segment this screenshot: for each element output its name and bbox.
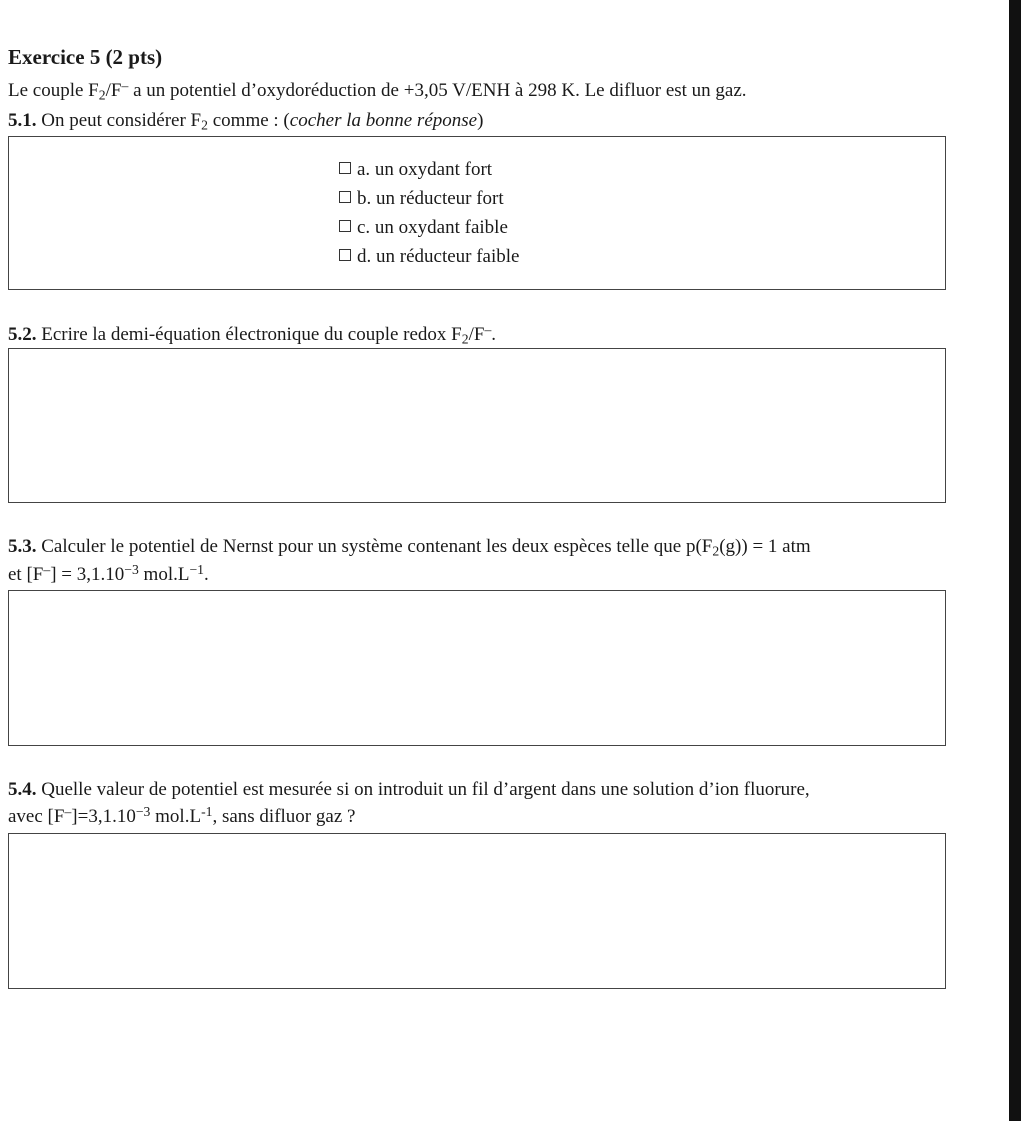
question-number: 5.3.	[8, 536, 37, 557]
answer-box-5-3[interactable]	[8, 590, 946, 746]
option-a[interactable]: a. un oxydant fort	[339, 155, 519, 184]
option-d[interactable]: d. un réducteur faible	[339, 242, 519, 271]
exercise-title: Exercice 5 (2 pts)	[8, 45, 163, 69]
options-list	[339, 155, 519, 271]
checkbox-icon[interactable]	[339, 249, 351, 261]
answer-box-5-2[interactable]	[8, 348, 946, 503]
right-edge-bar	[1009, 0, 1021, 1121]
checkbox-icon[interactable]	[339, 220, 351, 232]
question-5-4-line-2: avec $[F^-]=3,1.10^{-3}$ $mol.L^{-1}$, sans difluor gaz ?	[8, 803, 356, 827]
question-number: 5.1.	[8, 110, 37, 131]
checkbox-icon[interactable]	[339, 191, 351, 203]
option-b[interactable]: b. un réducteur fort	[339, 184, 519, 213]
option-c[interactable]: c. un oxydant faible	[339, 213, 519, 242]
question-number: 5.2.	[8, 324, 37, 345]
question-5-2: 5.2. Ecrire la demi-équation électronique du couple redox $F_2/F^-$.	[8, 321, 497, 347]
question-5-3-line-1: 5.3. Calculer le potentiel de Nernst pour un système contenant les deux espèces telle que $p(F_2(g)) = 1$ atm	[8, 536, 811, 559]
question-number: 5.4.	[8, 779, 37, 800]
checkbox-icon[interactable]	[339, 162, 351, 174]
question-5-1: 5.1. On peut considérer $F_2$ comme : (cocher la bonne réponse)	[8, 110, 484, 133]
answer-box-5-4[interactable]	[8, 833, 946, 989]
question-5-4-line-1: 5.4. Quelle valeur de potentiel est mesurée si on introduit un fil d’argent dans une solution d’ion fluorure,	[8, 779, 810, 800]
answer-hint: cocher la bonne réponse	[289, 110, 478, 131]
options-box	[8, 136, 946, 290]
exercise-intro: Le couple $F_2/F^-$ a un potentiel d’oxydoréduction de +3,05 V/ENH à 298 K. Le difluor est un gaz.	[8, 77, 747, 103]
question-5-3-line-2: et $[F^-] = 3,1.10^{-3}$ $mol.L^{-1}$.	[8, 561, 209, 585]
